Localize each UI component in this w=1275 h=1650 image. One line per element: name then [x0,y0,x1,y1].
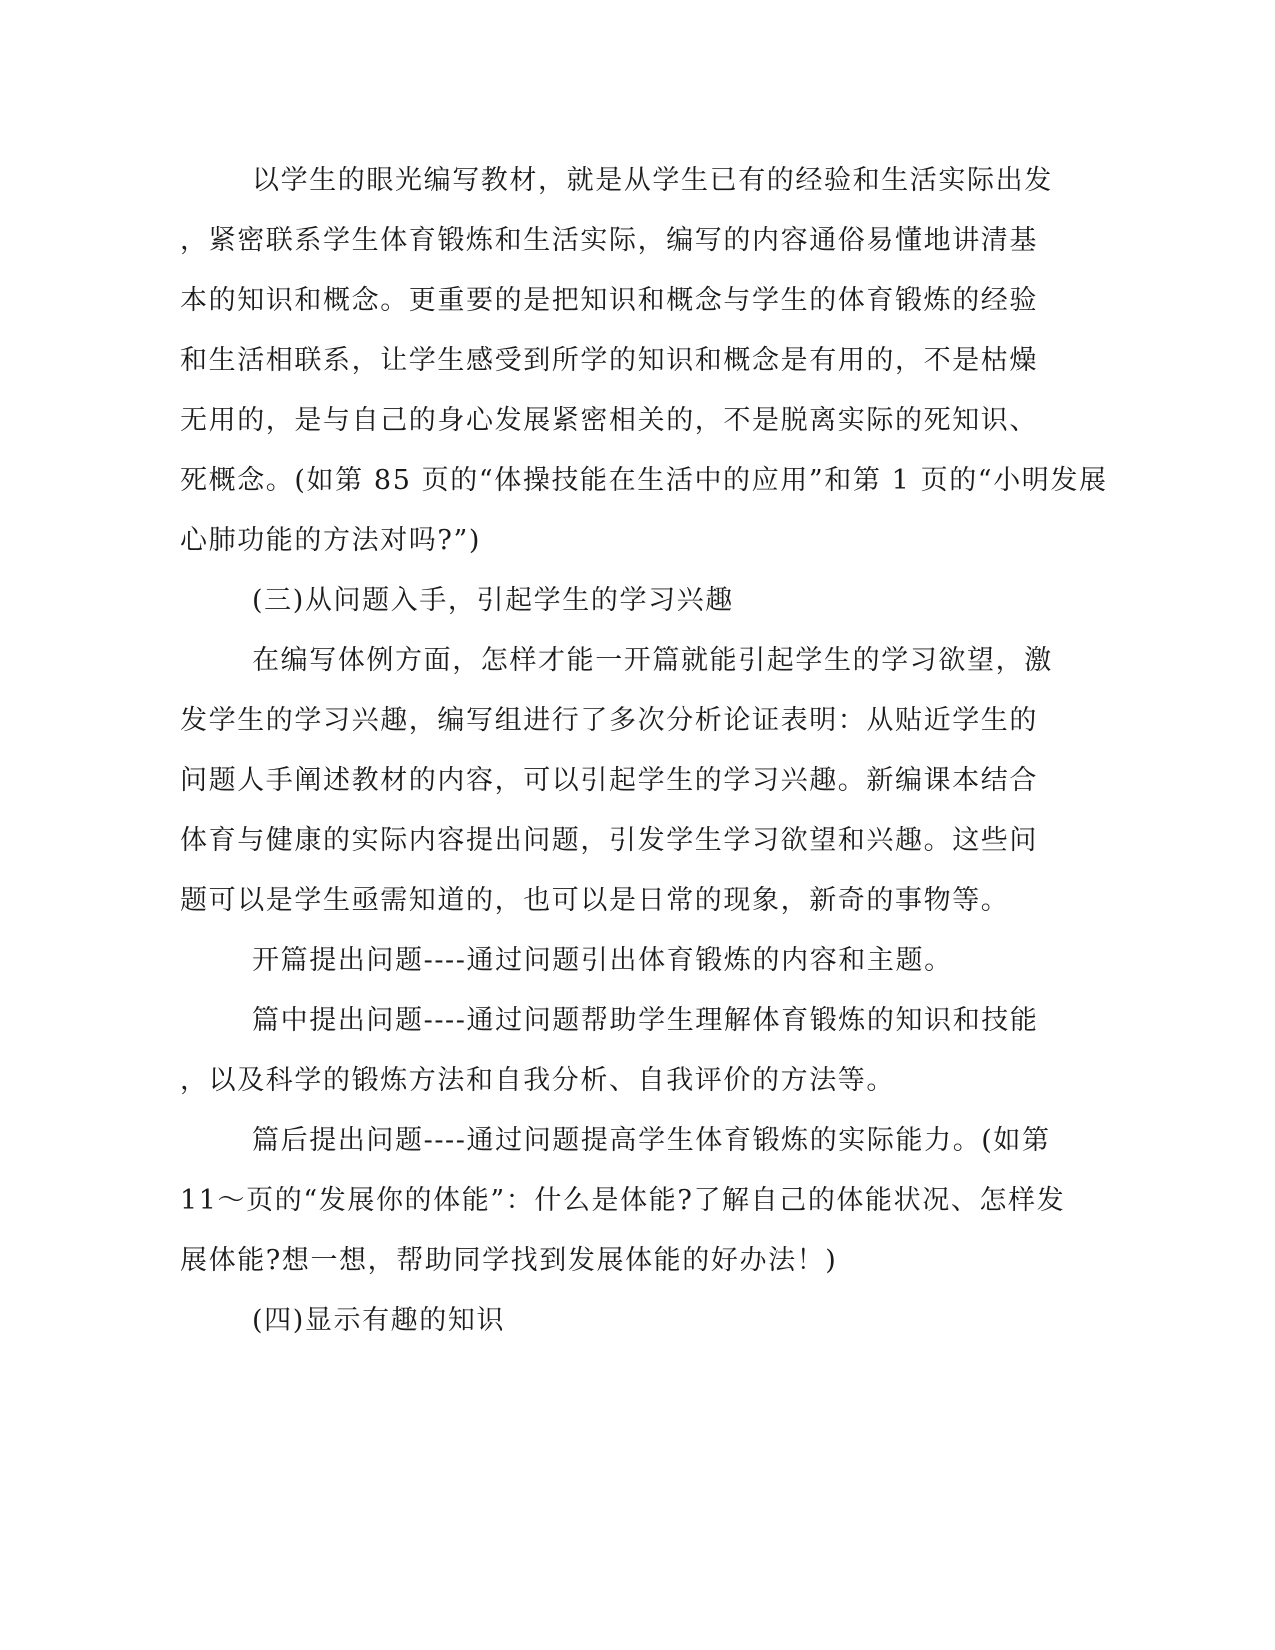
text-line: 发学生的学习兴趣，编写组进行了多次分析论证表明：从贴近学生的 [180,705,1038,736]
text-line: 在编写体例方面，怎样才能一开篇就能引起学生的学习欲望，激 [252,645,1053,676]
text-line: 篇后提出问题----通过问题提高学生体育锻炼的实际能力。(如第 [252,1125,1051,1156]
text-line: 篇中提出问题----通过问题帮助学生理解体育锻炼的知识和技能 [252,1005,1039,1036]
text-line: 死概念。(如第 85 页的“体操技能在生活中的应用”和第 1 页的“小明发展 [180,465,1108,496]
text-line: 本的知识和概念。更重要的是把知识和概念与学生的体育锻炼的经验 [180,285,1038,316]
text-line: 心肺功能的方法对吗?”) [180,525,482,556]
text-line: 以学生的眼光编写教材，就是从学生已有的经验和生活实际出发 [252,165,1053,196]
text-line: 问题人手阐述教材的内容，可以引起学生的学习兴趣。新编课本结合 [180,765,1038,796]
document-page [180,151,1108,1351]
text-line: 11～页的“发展你的体能”：什么是体能?了解自己的体能状况、怎样发 [180,1185,1066,1216]
section-heading: (三)从问题入手，引起学生的学习兴趣 [252,585,734,616]
text-line: ，紧密联系学生体育锻炼和生活实际，编写的内容通俗易懂地讲清基 [180,225,1038,256]
text-line: 开篇提出问题----通过问题引出体育锻炼的内容和主题。 [252,945,953,976]
text-line: 体育与健康的实际内容提出问题，引发学生学习欲望和兴趣。这些问 [180,825,1038,856]
text-line: 无用的，是与自己的身心发展紧密相关的，不是脱离实际的死知识、 [180,405,1038,436]
text-line: 和生活相联系，让学生感受到所学的知识和概念是有用的，不是枯燥 [180,345,1038,376]
text-line: 题可以是学生亟需知道的，也可以是日常的现象，新奇的事物等。 [180,885,1010,916]
text-line: 展体能?想一想，帮助同学找到发展体能的好办法！) [180,1245,838,1276]
section-heading: (四)显示有趣的知识 [252,1305,506,1336]
text-line: ，以及科学的锻炼方法和自我分析、自我评价的方法等。 [180,1065,895,1096]
